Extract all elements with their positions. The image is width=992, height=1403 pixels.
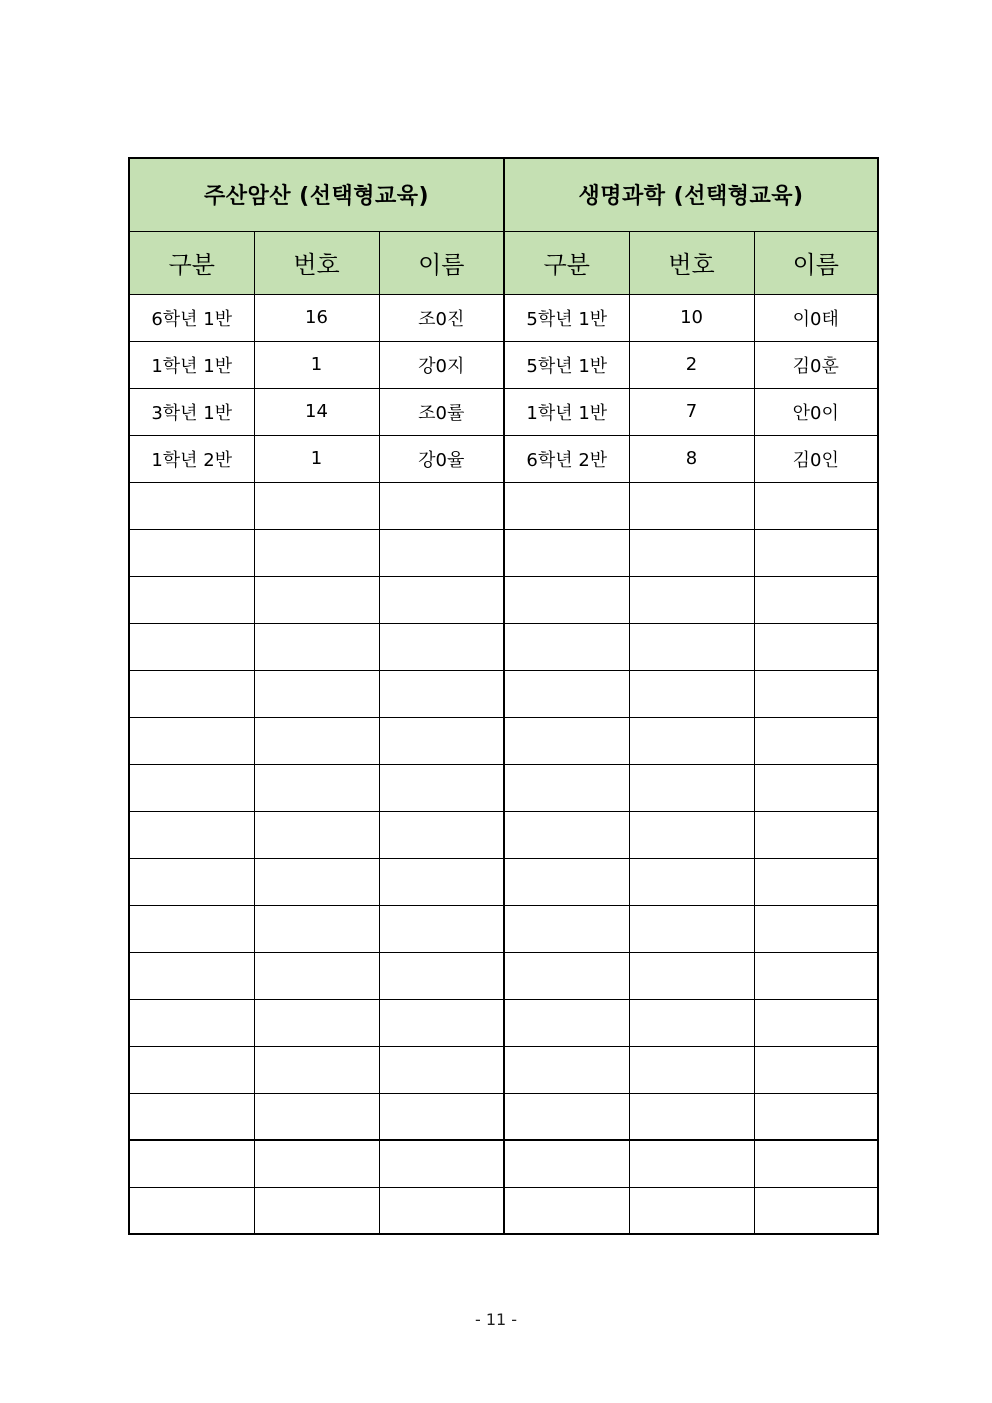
cell-name: 이0태 [754,294,878,341]
cell-number [254,811,379,858]
cell-name [754,905,878,952]
table-row [129,764,878,811]
cell-name: 김0인 [754,435,878,482]
cell-number [629,1046,754,1093]
cell-number: 8 [629,435,754,482]
cell-class [129,482,254,529]
cell-class [129,811,254,858]
cell-number [629,811,754,858]
cell-number [629,670,754,717]
cell-class: 3학년 1반 [129,388,254,435]
cell-number [254,1046,379,1093]
cell-name [379,999,504,1046]
cell-number [629,1140,754,1187]
cell-number [629,952,754,999]
cell-number: 7 [629,388,754,435]
cell-name [754,952,878,999]
table-row [129,858,878,905]
table-row [129,435,878,482]
cell-name [754,717,878,764]
cell-name [379,670,504,717]
cell-name [379,717,504,764]
cell-name: 강0율 [379,435,504,482]
cell-number [629,999,754,1046]
cell-name [754,529,878,576]
cell-number [254,717,379,764]
cell-number: 14 [254,388,379,435]
cell-name: 김0훈 [754,341,878,388]
column-header-number: 번호 [629,231,754,294]
cell-name [379,576,504,623]
cell-name [754,1046,878,1093]
cell-class: 6학년 2반 [504,435,629,482]
cell-class [129,858,254,905]
table-row [129,1140,878,1187]
cell-number: 16 [254,294,379,341]
cell-class [129,623,254,670]
cell-name [379,1140,504,1187]
cell-class [504,905,629,952]
cell-number [629,1093,754,1140]
table-row [129,1093,878,1140]
cell-number [254,576,379,623]
cell-class [504,952,629,999]
cell-name: 강0지 [379,341,504,388]
cell-name [754,1187,878,1234]
cell-class [129,717,254,764]
cell-class: 1학년 2반 [129,435,254,482]
cell-number [254,1140,379,1187]
cell-name: 안0이 [754,388,878,435]
column-header-name: 이름 [379,231,504,294]
cell-class [504,858,629,905]
cell-number [254,1093,379,1140]
roster-table [128,157,879,1235]
cell-class [504,1140,629,1187]
cell-class [504,623,629,670]
cell-class [504,529,629,576]
cell-class [504,576,629,623]
cell-class: 1학년 1반 [129,341,254,388]
cell-class [129,999,254,1046]
cell-class [504,764,629,811]
cell-name [379,482,504,529]
cell-number [254,905,379,952]
cell-name [754,1093,878,1140]
cell-class [129,764,254,811]
table-row [129,1187,878,1234]
cell-class [129,1140,254,1187]
cell-name [379,905,504,952]
cell-class [504,1046,629,1093]
cell-class [129,952,254,999]
cell-name [754,623,878,670]
cell-class [504,1187,629,1234]
cell-number [254,482,379,529]
cell-name [754,999,878,1046]
cell-number [629,529,754,576]
section-title-row [129,158,878,231]
cell-name [379,1187,504,1234]
cell-number [254,1187,379,1234]
cell-number [629,482,754,529]
column-header-row [129,231,878,294]
column-header-name: 이름 [754,231,878,294]
cell-class [129,670,254,717]
cell-number: 2 [629,341,754,388]
cell-number [254,999,379,1046]
cell-number [629,623,754,670]
cell-number [629,858,754,905]
cell-number [629,1187,754,1234]
table-row [129,341,878,388]
cell-class: 1학년 1반 [504,388,629,435]
column-header-class: 구분 [504,231,629,294]
cell-class: 5학년 1반 [504,294,629,341]
cell-number [629,576,754,623]
cell-class [129,1093,254,1140]
cell-number [629,764,754,811]
cell-name: 조0진 [379,294,504,341]
cell-class [504,482,629,529]
cell-name [379,1046,504,1093]
cell-class [504,717,629,764]
cell-number [254,764,379,811]
table-row [129,811,878,858]
table-row [129,294,878,341]
cell-number: 1 [254,341,379,388]
table-row [129,1046,878,1093]
table-row [129,388,878,435]
table-row [129,717,878,764]
cell-name [379,529,504,576]
roster-body [129,294,878,1234]
cell-name [754,811,878,858]
cell-number [254,858,379,905]
cell-number [254,952,379,999]
cell-number [629,905,754,952]
cell-name [379,952,504,999]
cell-class [504,670,629,717]
cell-class [129,905,254,952]
section-title-abacus: 주산암산 (선택형교육) [129,158,504,231]
table-row [129,623,878,670]
cell-name [379,764,504,811]
cell-number [254,670,379,717]
cell-class [504,999,629,1046]
cell-number [254,623,379,670]
cell-class [504,811,629,858]
cell-name [754,764,878,811]
cell-class [129,529,254,576]
cell-class [129,1187,254,1234]
cell-class [504,1093,629,1140]
column-header-class: 구분 [129,231,254,294]
table-row [129,576,878,623]
cell-name [379,858,504,905]
cell-number [254,529,379,576]
page-number: - 11 - [474,1310,518,1329]
table-row [129,999,878,1046]
cell-class: 6학년 1반 [129,294,254,341]
cell-name [379,811,504,858]
cell-number: 1 [254,435,379,482]
section-title-life-science: 생명과학 (선택형교육) [504,158,878,231]
table-row [129,952,878,999]
cell-class [129,1046,254,1093]
cell-class: 5학년 1반 [504,341,629,388]
column-header-number: 번호 [254,231,379,294]
cell-name [754,1140,878,1187]
cell-number: 10 [629,294,754,341]
table-row [129,905,878,952]
cell-name: 조0률 [379,388,504,435]
table-row [129,529,878,576]
cell-name [379,1093,504,1140]
cell-class [129,576,254,623]
cell-number [629,717,754,764]
cell-name [754,670,878,717]
cell-name [379,623,504,670]
cell-name [754,576,878,623]
table-row [129,670,878,717]
cell-name [754,858,878,905]
table-row [129,482,878,529]
cell-name [754,482,878,529]
